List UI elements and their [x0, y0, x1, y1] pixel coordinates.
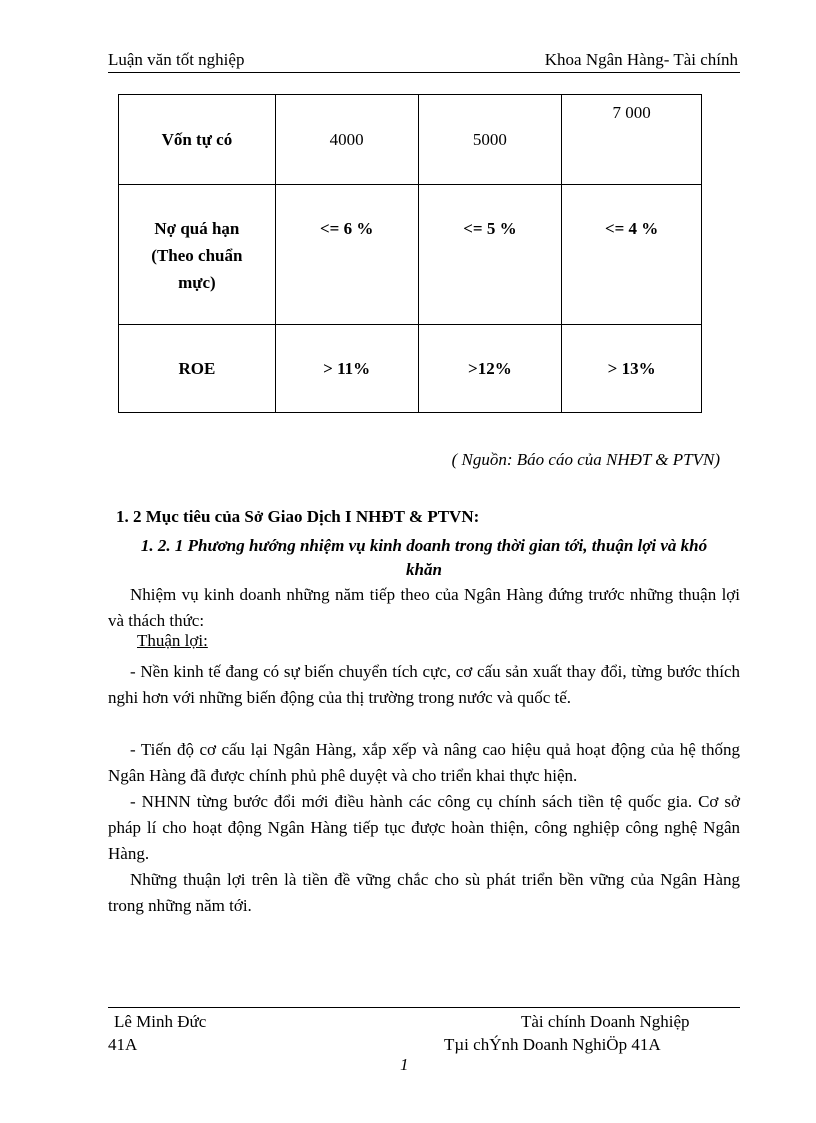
- advantage-item-3: - NHNN từng bước đổi mới điều hành các công cụ chính sách tiền tệ quốc gia. Cơ sở pháp lí cho hoạt động Ngân Hàng tiếp tục được hoàn thiện, công nghiệp công nghệ Ngân Hàng.: [108, 792, 740, 863]
- conclusion-paragraph: Những thuận lợi trên là tiền đề vững chắc cho sù phát triển bền vững của Ngân Hàng trong những năm tới.: [108, 870, 740, 915]
- advantage-item-2: - Tiến độ cơ cấu lại Ngân Hàng, xắp xếp và nâng cao hiệu quả hoạt động của hệ thống Ngân Hàng đã được chính phủ phê duyệt và cho triển khai thực hiện.: [108, 740, 740, 785]
- footer-major: Tài chính Doanh Nghiệp: [521, 1012, 690, 1031]
- intro-paragraph: Nhiệm vụ kinh doanh những năm tiếp theo của Ngân Hàng đứng trước những thuận lợi và thách thức:: [108, 585, 740, 630]
- advantage-item-1: - Nền kinh tế đang có sự biến chuyển tích cực, cơ cấu sản xuất thay đổi, từng bước thích nghi hơn với những biến động của thị trường trong nước và quốc tế.: [108, 662, 740, 707]
- table-cell: 5000: [418, 95, 562, 185]
- subsection-title: [108, 534, 740, 582]
- header-divider: [108, 72, 740, 73]
- table-cell: > 11%: [275, 325, 418, 413]
- row-label: ROE: [119, 325, 276, 413]
- table-cell: 4000: [275, 95, 418, 185]
- row-label: [119, 185, 276, 325]
- table-row: [119, 185, 702, 325]
- page-number: 1: [400, 1055, 409, 1074]
- table-row: [119, 95, 702, 185]
- header-right: Khoa Ngân Hàng- Tài chính: [544, 50, 738, 69]
- table-cell: 7 000: [562, 95, 702, 185]
- footer-major-garbled: Tµi chÝnh Doanh NghiÖp 41A: [444, 1035, 661, 1054]
- advantages-label: Thuận lợi:: [137, 631, 208, 650]
- table-cell: > 13%: [562, 325, 702, 413]
- header-left: Luận văn tốt nghiệp: [108, 50, 245, 69]
- row-label-text: Nợ quá hạn (Theo chuẩn mực): [151, 219, 243, 292]
- footer-divider: [108, 1007, 740, 1008]
- footer-author: Lê Minh Đức: [114, 1012, 207, 1031]
- table-cell: <= 6 %: [275, 185, 418, 325]
- table-cell: <= 5 %: [418, 185, 562, 325]
- table-row: [119, 325, 702, 413]
- table-cell: >12%: [418, 325, 562, 413]
- table-source: ( Nguồn: Báo cáo của NHĐT & PTVN): [451, 450, 720, 469]
- subsection-title-text: 1. 2. 1 Phương hướng nhiệm vụ kinh doanh trong thời gian tới, thuận lợi và khó khăn: [140, 536, 708, 579]
- footer-class: 41A: [108, 1035, 138, 1054]
- targets-table: [118, 94, 702, 413]
- row-label: Vốn tự có: [119, 95, 276, 185]
- section-title: 1. 2 Mục tiêu của Sở Giao Dịch I NHĐT & PTVN:: [116, 507, 480, 526]
- table-cell: <= 4 %: [562, 185, 702, 325]
